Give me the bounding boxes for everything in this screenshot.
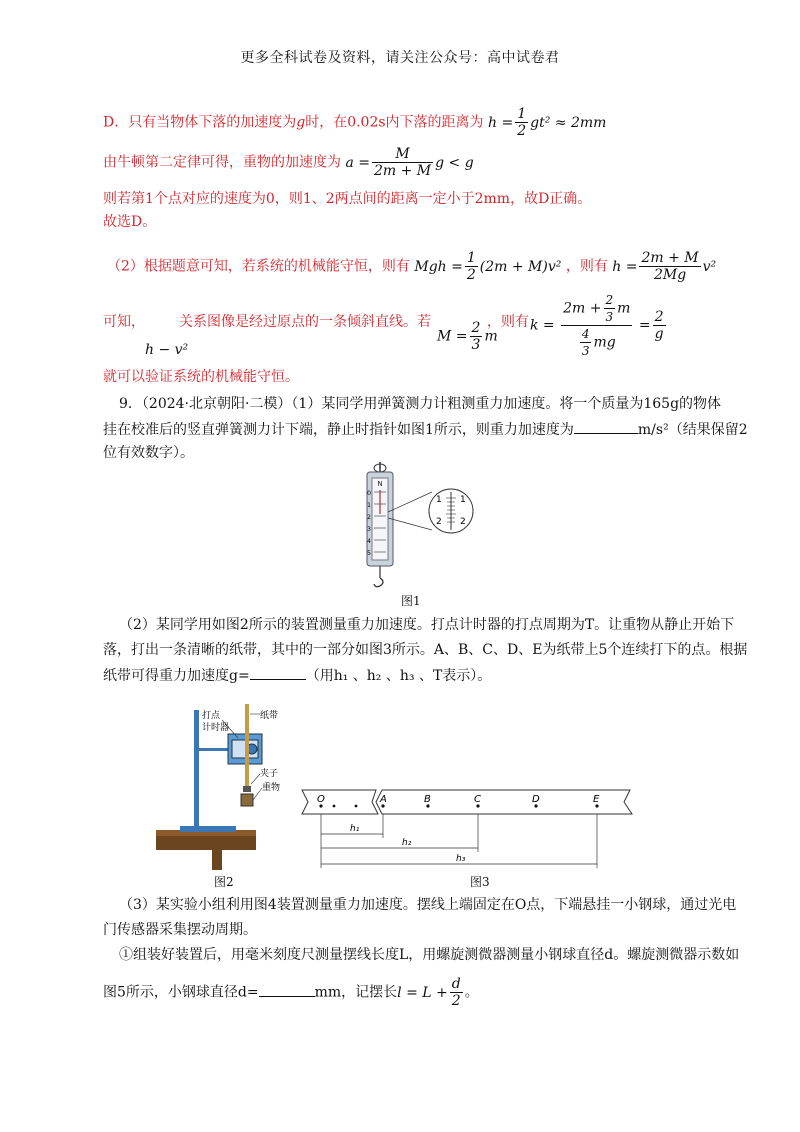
h-v2-label: h − v² [145,342,189,358]
weight-icon [241,794,253,806]
svg-text:N: N [377,480,383,488]
free-fall-formula: h = $\frac{1}{2}$ gt² ≈ 2mm [488,106,607,139]
mass-ratio-formula: M = $\frac{2}{3}$ m [437,320,498,353]
pendulum-length-formula: l = L + $\frac{d}{2}$ [397,976,461,1009]
zoom-line-top [388,492,432,512]
zoom-line-bottom [388,518,432,530]
fig1-caption: 图1 [401,594,421,608]
q9-line1: 9．（2024·北京朝阳·二模）（1）某同学用弹簧测力计粗测重力加速度。将一个质量为165g的物体 [119,396,722,412]
answer-blank-d[interactable] [259,982,315,997]
q9-line2: 挂在校准后的竖直弹簧测力计下端，静止时指针如图1所示，则重力加速度为 m/s²（结果保留2 [103,419,748,440]
table-edge [156,836,256,850]
svg-text:h₁: h₁ [350,824,360,834]
fig3-caption: 图3 [470,875,490,889]
svg-text:E: E [593,794,600,805]
svg-text:0: 0 [367,490,371,497]
part3-q-line4: 图5所示，小钢球直径d= mm，记摆长l = L + $\frac{d}{2}$ 。 [103,976,479,1009]
part2-q-line2: 落，打出一条清晰的纸带，其中的一部分如图3所示。A、B、C、D、E为纸带上5个连续打下的点。根据 [103,642,748,658]
option-d-explanation: D．只有当物体下落的加速度为g时，在0.02s内下落的距离为 h = $\frac{1}{2}$ gt² ≈ 2mm [103,106,607,139]
paper-tape-figure [296,780,640,874]
height-equation: h = $\frac{2m + M}{2Mg}$ v² [612,250,717,283]
svg-text:4: 4 [367,538,371,545]
apparatus-figure [150,700,310,870]
svg-text:A: A [380,794,387,805]
svg-text:2: 2 [460,517,466,527]
svg-text:夹子: 夹子 [260,769,279,779]
acceleration-formula: a = $\frac{M}{2m + M}$ g < g [345,146,474,179]
part3-q-line1: （3）某实验小组利用图4装置测量重力加速度。摆线上端固定在O点，下端悬挂一小钢球，通过光电 [119,897,737,913]
part3-q-line2: 门传感器采集摆动周期。 [103,922,257,938]
svg-text:2: 2 [436,517,442,527]
svg-text:重物: 重物 [262,783,281,793]
svg-text:5: 5 [367,550,371,557]
part2-explanation: （2）根据题意可知，若系统的机械能守恒，则有 Mgh = $\frac{1}{2}$ (2m + M)v² ，则有 h = $\frac{2m + M}{2Mg}$ v² [107,250,717,283]
part2-q-line3: 纸带可得重力加速度g= （用h₁ 、h₂ 、h₃ 、T表示）。 [103,665,491,686]
q9-line3: 位有效数字）。 [103,445,194,461]
verify-line: 就可以验证系统的机械能守恒。 [103,369,299,385]
page-header: 更多全科试卷及资料，请关注公众号：高中试卷君 [240,50,560,66]
svg-text:1: 1 [460,495,466,505]
paper-tape [245,704,249,788]
part3-q-line3: ①组装好装置后，用毫米刻度尺测量摆线长度L，用螺旋测微器测量小钢球直径d。螺旋测微器示数如 [119,947,740,963]
svg-text:2: 2 [367,514,371,521]
answer-line: 故选D。 [103,214,157,230]
answer-blank-g2[interactable] [250,665,306,680]
part2-q-line1: （2）某同学用如图2所示的装置测量重力加速度。打点计时器的打点周期为T。让重物从静止开始下 [119,617,735,633]
svg-text:B: B [424,794,431,805]
svg-text:C: C [474,794,481,805]
tape-left-piece [302,790,378,814]
relation-text-b: 关系图像是经过原点的一条倾斜直线。若 [179,314,431,330]
stand-rod [194,710,199,828]
svg-text:计时器: 计时器 [202,723,230,733]
stand-base [180,826,236,832]
table-leg [212,850,222,870]
newton-second-law-line: 由牛顿第二定律可得，重物的加速度为 a = $\frac{M}{2m + M}$ g < g [103,146,474,179]
relation-text-a: 可知， [103,314,145,330]
svg-text:3: 3 [367,526,371,533]
svg-text:h₂: h₂ [402,838,412,848]
hook-icon [374,578,383,587]
relation-text-c: ，则有 [487,314,529,330]
svg-text:纸带: 纸带 [260,711,279,721]
answer-blank-g[interactable] [574,419,638,434]
svg-text:h₃: h₃ [456,854,466,864]
svg-text:O: O [317,794,325,805]
svg-text:打点: 打点 [202,711,221,721]
svg-text:1: 1 [436,495,442,505]
spring-scale-figure [350,462,490,592]
fig2-caption: 图2 [214,875,234,889]
conclusion-line: 则若第1个点对应的速度为0，则1、2两点间的距离一定小于2mm，故D正确。 [103,191,592,207]
svg-text:1: 1 [367,502,371,509]
slope-formula: k = 2m + $\frac{2}{3}$ m $\frac{4}{3}$ mg = $\frac{2}{g}$ [530,293,664,358]
energy-equation: Mgh = $\frac{1}{2}$ (2m + M)v² [414,250,562,283]
clip-icon [243,786,251,792]
svg-text:D: D [532,794,540,805]
